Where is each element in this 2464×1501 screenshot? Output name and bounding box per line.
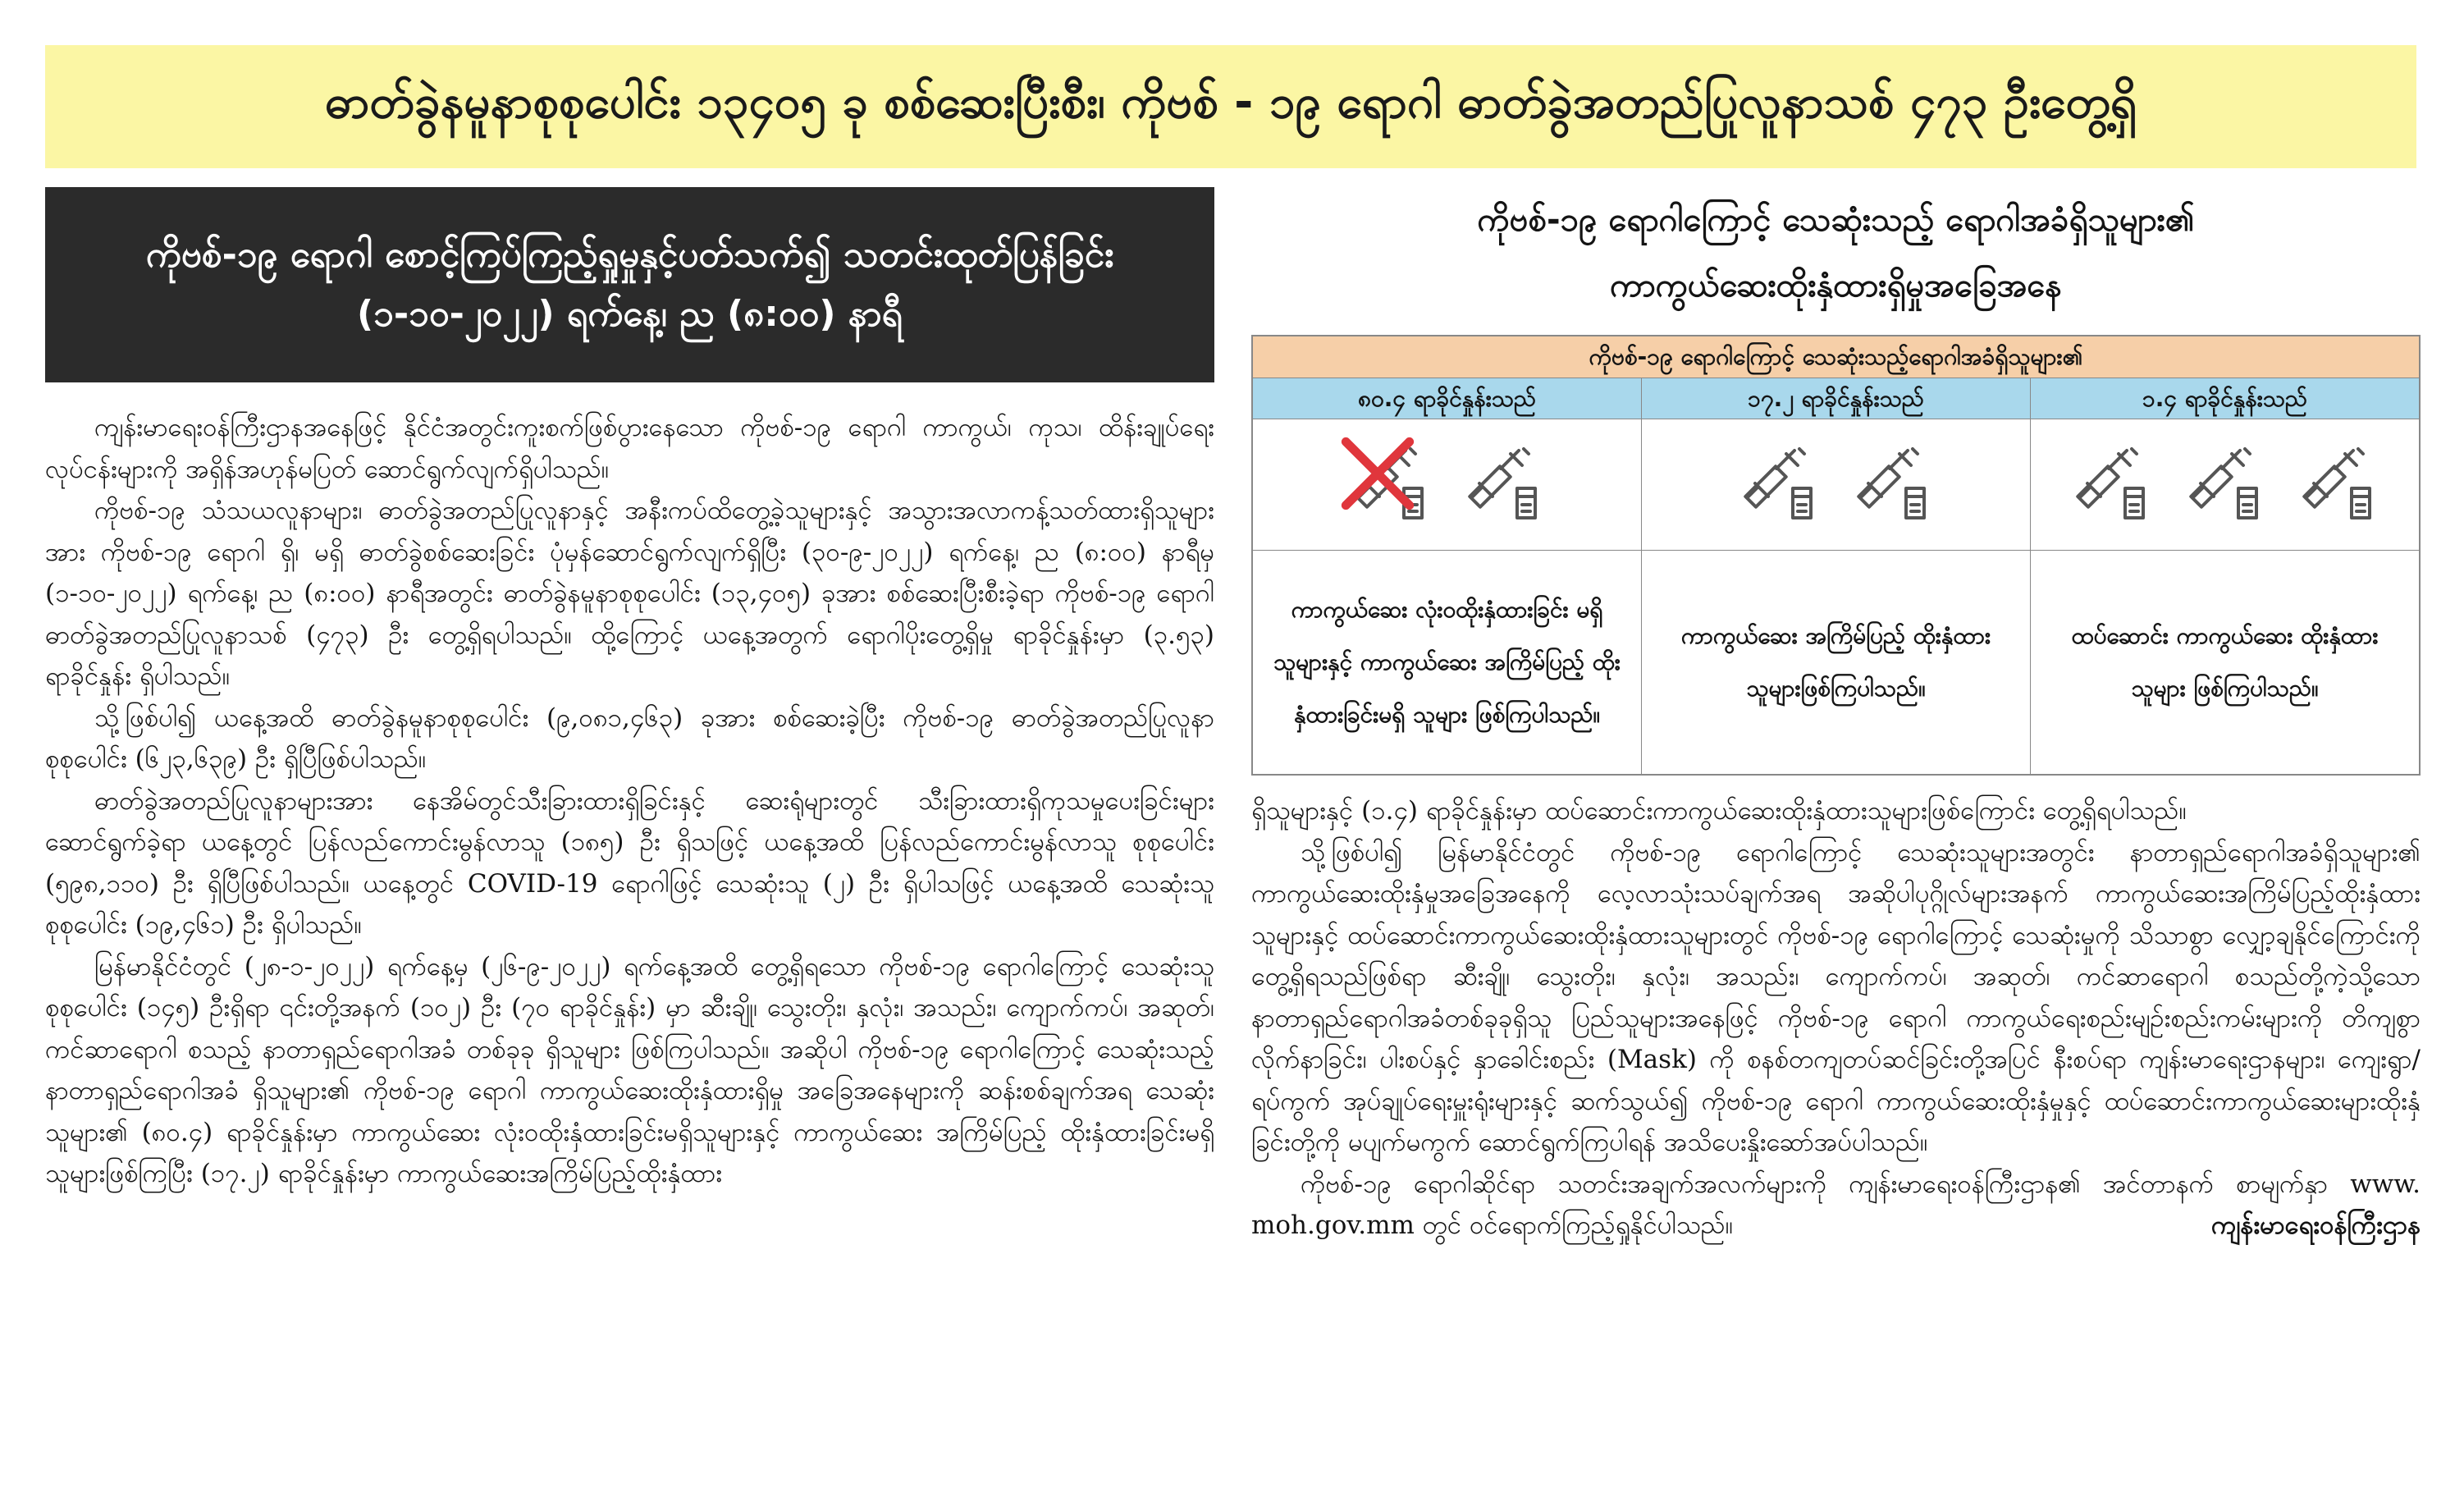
- press-release-title: ကိုဗစ်-၁၉ ရောဂါ စောင့်ကြပ်ကြည့်ရှုမှုနှင့်ပတ်သက်၍ သတင်းထုတ်ပြန်ခြင်း: [145, 234, 1114, 276]
- right-column: [1251, 187, 2421, 1247]
- icon-row: [1253, 419, 2419, 551]
- paragraph: [1251, 1164, 2421, 1247]
- right-body: [1251, 790, 2421, 1247]
- vaccination-status-table: [1251, 335, 2421, 776]
- icon-cell-booster: [2031, 419, 2419, 551]
- paragraph: ဓာတ်ခွဲအတည်ပြုလူနာများအား နေအိမ်တွင်သီးခြားထားရှိခြင်းနှင့် ဆေးရုံများတွင် သီးခြားထားရှိကုသမှုပေးခြင်းများ ဆောင်ရွက်ခဲ့ရာ ယနေ့တွင် ပြန်လည်ကောင်းမွန်လာသူ (၁၈၅) ဦး ရှိသဖြင့် ယနေ့အထိ ပြန်လည်ကောင်းမွန်လာသူ စုစုပေါင်း (၅၉၈,၁၁၀) ဦး ရှိပြီဖြစ်ပါသည်။ ယနေ့တွင် COVID-19 ရောဂါဖြင့် သေဆုံးသူ (၂) ဦး ရှိပါသဖြင့် ယနေ့အထိ သေဆုံးသူ စုစုပေါင်း (၁၉,၄၆၁) ဦး ရှိပါသည်။: [45, 785, 1214, 940]
- press-release-date: (၁-၁၀-၂၀၂၂) ရက်နေ့၊ ည (၈:၀၀) နာရီ: [357, 293, 903, 335]
- percent-label: ၈၀.၄ ရာခိုင်နှုန်းသည်: [1253, 378, 1642, 419]
- icon-cell-two-doses: [1642, 419, 2031, 551]
- paragraph: ရှိသူများနှင့် (၁.၄) ရာခိုင်နှုန်းမှာ ထပ်ဆောင်းကာကွယ်ဆေးထိုးနှံထားသူများဖြစ်ကြောင်း တွေ့ရှိရပါသည်။: [1251, 796, 2187, 826]
- infographic-title: [1251, 187, 2421, 318]
- syringe-icon: [2186, 446, 2265, 524]
- infographic-title-line2: ကာကွယ်ဆေးထိုးနှံထားရှိမှုအခြေအနေ: [1610, 267, 2062, 304]
- note-cell: ထပ်ဆောင်း ကာကွယ်ဆေး ထိုးနှံထားသူများ ဖြစ်ကြပါသည်။: [2071, 622, 2379, 702]
- left-column: [45, 187, 1214, 1195]
- percent-label: ၁၇.၂ ရာခိုင်နှုန်းသည်: [1642, 378, 2031, 419]
- note-cell: ကာကွယ်ဆေး အကြိမ်ပြည့် ထိုးနှံထားသူများဖြစ်ကြပါသည်။: [1642, 551, 2031, 774]
- percent-row: [1253, 378, 2419, 419]
- paragraph: မြန်မာနိုင်ငံတွင် (၂၈-၁-၂၀၂၂) ရက်နေ့မှ (၂၆-၉-၂၀၂၂) ရက်နေ့အထိ တွေ့ရှိရသော ကိုဗစ်-၁၉ ရောဂါကြောင့် သေဆုံးသူ စုစုပေါင်း (၁၄၅) ဦးရှိရာ ၎င်းတို့အနက် (၁၀၂) ဦး (၇၀ ရာခိုင်နှုန်း) မှာ ဆီးချို၊ သွေးတိုး၊ နှလုံး၊ အသည်း၊ ကျောက်ကပ်၊ အဆုတ်၊ ကင်ဆာရောဂါ စသည့် နာတာရှည်ရောဂါအခံ တစ်ခုခု ရှိသူများ ဖြစ်ကြပါသည်။ အဆိုပါ ကိုဗစ်-၁၉ ရောဂါကြောင့် သေဆုံးသည့် နာတာရှည်ရောဂါအခံ ရှိသူများ၏ ကိုဗစ်-၁၉ ရောဂါ ကာကွယ်ဆေးထိုးနှံထားရှိမှု အခြေအနေများကို ဆန်းစစ်ချက်အရ သေဆုံးသူများ၏ (၈၀.၄) ရာခိုင်နှုန်းမှာ ကာကွယ်ဆေး လုံးဝထိုးနှံထားခြင်းမရှိသူများနှင့် ကာကွယ်ဆေး အကြိမ်ပြည့် ထိုးနှံထားခြင်းမရှိသူများဖြစ်ကြပြီး (၁၇.၂) ရာခိုင်နှုန်းမှာ ကာကွယ်ဆေးအကြိမ်ပြည့်ထိုးနှံထား: [45, 951, 1214, 1188]
- syringe-icon: [2073, 446, 2151, 524]
- paragraph: သို့ဖြစ်ပါ၍ မြန်မာနိုင်ငံတွင် ကိုဗစ်-၁၉ ရောဂါကြောင့် သေဆုံးသူများအတွင်း နာတာရှည်ရောဂါအခံရှိသူများ၏ ကာကွယ်ဆေးထိုးနှံမှုအခြေအနေကို လေ့လာသုံးသပ်ချက်အရ အဆိုပါပုဂ္ဂိုလ်များအနက် ကာကွယ်ဆေးအကြိမ်ပြည့်ထိုးနှံထားသူများနှင့် ထပ်ဆောင်းကာကွယ်ဆေးထိုးနှံထားသူများတွင် ကိုဗစ်-၁၉ ရောဂါကြောင့် သေဆုံးမှုကို သိသာစွာ လျှော့ချနိုင်ကြောင်းကို တွေ့ရှိရသည်ဖြစ်ရာ ဆီးချို၊ သွေးတိုး၊ နှလုံး၊ အသည်း၊ ကျောက်ကပ်၊ အဆုတ်၊ ကင်ဆာရောဂါ စသည်တို့ကဲ့သို့သော နာတာရှည်ရောဂါအခံတစ်ခုခုရှိသူ ပြည်သူများအနေဖြင့် ကိုဗစ်-၁၉ ရောဂါ ကာကွယ်ရေးစည်းမျဉ်းစည်းကမ်းများကို တိကျစွာ လိုက်နာခြင်း၊ ပါးစပ်နှင့် နှာခေါင်းစည်း (Mask) ကို စနစ်တကျတပ်ဆင်ခြင်းတို့အပြင် နီးစပ်ရာ ကျန်းမာရေးဌာနများ၊ ကျေးရွာ/ ရပ်ကွက် အုပ်ချုပ်ရေးမှူးရုံးများနှင့် ဆက်သွယ်၍ ကိုဗစ်-၁၉ ရောဂါ ကာကွယ်ဆေးထိုးနှံမှုနှင့် ထပ်ဆောင်းကာကွယ်ဆေးများထိုးနှံခြင်းတို့ကို မပျက်မကွက် ဆောင်ရွက်ကြပါရန် အသိပေးနှိုးဆော်အပ်ပါသည်။: [1251, 837, 2421, 1157]
- signature: ကျန်းမာရေးဝန်ကြီးဌာန: [2211, 1210, 2421, 1240]
- paragraph: ကိုဗစ်-၁၉ သံသယလူနာများ၊ ဓာတ်ခွဲအတည်ပြုလူနာနှင့် အနီးကပ်ထိတွေ့ခဲ့သူများနှင့် အသွားအလာကန့်သတ်ထားရှိသူများအား ကိုဗစ်-၁၉ ရောဂါ ရှိ၊ မရှိ ဓာတ်ခွဲစစ်ဆေးခြင်း ပုံမှန်ဆောင်ရွက်လျက်ရှိပြီး (၃၀-၉-၂၀၂၂) ရက်နေ့၊ ည (၈:၀၀) နာရီမှ (၁-၁၀-၂၀၂၂) ရက်နေ့၊ ည (၈:၀၀) နာရီအတွင်း ဓာတ်ခွဲနမူနာစုစုပေါင်း (၁၃,၄၀၅) ခုအား စစ်ဆေးပြီးစီးခဲ့ရာ ကိုဗစ်-၁၉ ရောဂါ ဓာတ်ခွဲအတည်ပြုလူနာသစ် (၄၇၃) ဦး တွေ့ရှိရပါသည်။ ထို့ကြောင့် ယနေ့အတွက် ရောဂါပိုးတွေ့ရှိမှု ရာခိုင်နှုန်းမှာ (၃.၅၃) ရာခိုင်နှုန်း ရှိပါသည်။: [45, 496, 1214, 691]
- closing-text: ကိုဗစ်-၁၉ ရောဂါဆိုင်ရာ သတင်းအချက်အလက်များကို ကျန်းမာရေးဝန်ကြီးဌာန၏ အင်တာနက် စာမျက်နှာ www. moh.gov.mm တွင် ဝင်ရောက်ကြည့်ရှုနိုင်ပါသည်။: [1251, 1169, 2421, 1240]
- left-body: [45, 407, 1214, 1195]
- syringe-icon: [1740, 446, 1819, 524]
- table-header: ကိုဗစ်-၁၉ ရောဂါကြောင့် သေဆုံးသည့်ရောဂါအခံရှိသူများ၏: [1253, 336, 2419, 378]
- syringe-icon: [1465, 446, 1543, 524]
- paragraph: သို့ဖြစ်ပါ၍ ယနေ့အထိ ဓာတ်ခွဲနမူနာစုစုပေါင်း (၉,၀၈၁,၄၆၃) ခုအား စစ်ဆေးခဲ့ပြီး ကိုဗစ်-၁၉ ဓာတ်ခွဲအတည်ပြုလူနာ စုစုပေါင်း (၆၂၃,၆၃၉) ဦး ရှိပြီဖြစ်ပါသည်။: [45, 702, 1214, 774]
- note-row: [1253, 551, 2419, 774]
- infographic-title-line1: ကိုဗစ်-၁၉ ရောဂါကြောင့် သေဆုံးသည့် ရောဂါအခံရှိသူများ၏: [1477, 201, 2195, 239]
- crossed-syringe-icon: [1351, 446, 1430, 524]
- icon-cell-unvaccinated: [1253, 419, 1642, 551]
- cross-mark-icon: [1338, 434, 1417, 513]
- note-cell: ကာကွယ်ဆေး လုံးဝထိုးနှံထားခြင်း မရှိသူများနှင့် ကာကွယ်ဆေး အကြိမ်ပြည့် ထိုးနှံထားခြင်းမရှိ သူများ ဖြစ်ကြပါသည်။: [1253, 551, 1642, 774]
- syringe-icon: [1854, 446, 1932, 524]
- headline: ဓာတ်ခွဲနမူနာစုစုပေါင်း ၁၃၄၀၅ ခု စစ်ဆေးပြီးစီး၊ ကိုဗစ် - ၁၉ ရောဂါ ဓာတ်ခွဲအတည်ပြုလူနာသစ် ၄၇၃ ဦးတွေ့ရှိ: [45, 45, 2416, 168]
- paragraph: ကျန်းမာရေးဝန်ကြီးဌာနအနေဖြင့် နိုင်ငံအတွင်းကူးစက်ဖြစ်ပွားနေသော ကိုဗစ်-၁၉ ရောဂါ ကာကွယ်၊ ကုသ၊ ထိန်းချုပ်ရေးလုပ်ငန်းများကို အရှိန်အဟုန်မပြတ် ဆောင်ရွက်လျက်ရှိပါသည်။: [45, 413, 1214, 484]
- percent-label: ၁.၄ ရာခိုင်နှုန်းသည်: [2031, 378, 2419, 419]
- syringe-icon: [2299, 446, 2378, 524]
- press-release-box: [45, 187, 1214, 382]
